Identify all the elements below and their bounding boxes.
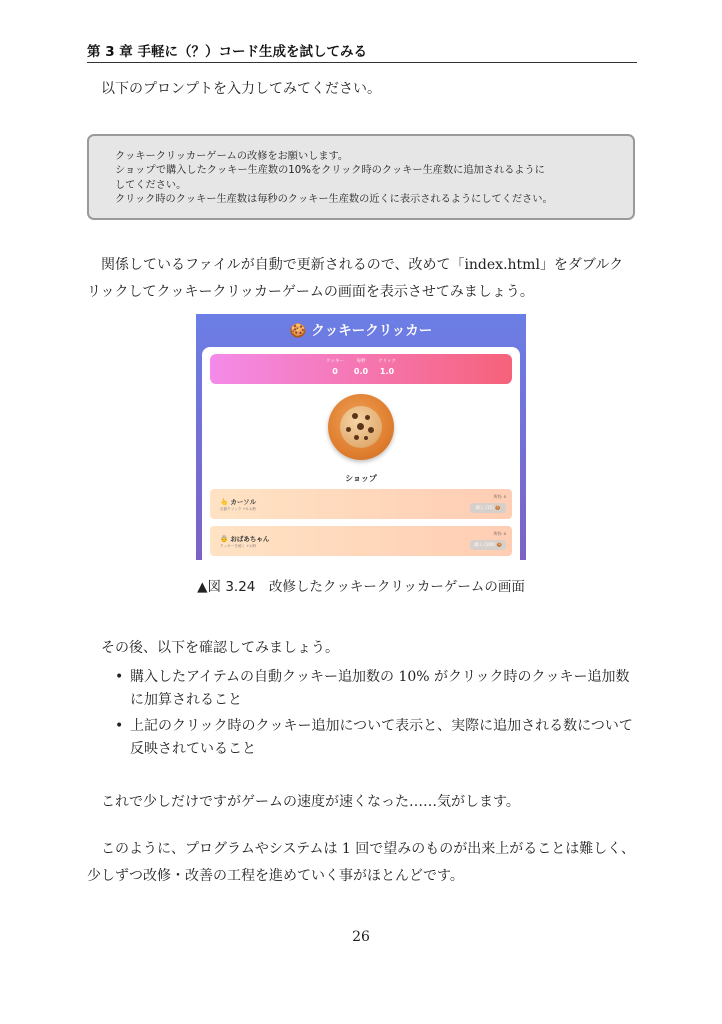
chapter-header: 第 3 章 手軽に（？）コード生成を試してみる: [87, 40, 637, 63]
pointing-hand-icon: 👆: [220, 498, 229, 506]
list-item: • 購入したアイテムの自動クッキー追加数の 10% がクリック時のクッキー追加数に加算されること: [115, 666, 637, 711]
stat-value: 1.0: [379, 367, 395, 376]
chocolate-chip: [354, 435, 359, 440]
page-number: 26: [352, 929, 370, 945]
prompt-line: クッキークリッカーゲームの改修をお願いします。: [115, 151, 349, 162]
stat-value: 0.0: [353, 367, 369, 376]
prompt-line: クリック時のクッキー生産数は毎秒のクッキー生産数の近くに表示されるようにしてください。: [115, 194, 553, 206]
game-title: クッキークリッカー: [311, 323, 433, 339]
big-cookie-button[interactable]: [328, 394, 394, 460]
chocolate-chip: [364, 436, 368, 440]
cookie-icon: 🍪: [289, 323, 307, 339]
closing-paragraph: このように、プログラムやシステムは 1 回で望みのものが出来上がることは難しく、少しずつ改修・改善の工程を進めていく事がほとんどです。: [87, 841, 635, 884]
stat-value: 0: [332, 367, 338, 376]
stat-label: クリック: [378, 359, 396, 364]
figure-caption: ▲図 3.24 改修したクッキークリッカーゲームの画面: [197, 579, 525, 595]
bullet-dot: •: [115, 669, 124, 685]
cookie-face: [340, 406, 382, 448]
chocolate-chip: [346, 427, 351, 432]
prompt-line: してください。: [115, 179, 187, 191]
bullet-list: [115, 666, 637, 764]
chocolate-chip: [368, 427, 374, 433]
confirm-intro: その後、以下を確認してみましょう。: [101, 640, 339, 656]
shop-title: ショップ: [345, 474, 377, 483]
game-screenshot: [196, 314, 526, 560]
item-description: クッキーを焼く +1/秒: [220, 544, 257, 548]
item-name: 👵 おばあちゃん: [220, 535, 270, 543]
game-title-bar: [196, 317, 526, 345]
chocolate-chip: [357, 423, 364, 430]
stat-label: 毎秒: [356, 359, 366, 364]
prompt-line: ショップで購入したクッキー生産数の10%をクリック時のクッキー生産数に追加されるように: [115, 165, 545, 177]
speed-note: これで少しだけですがゲームの速度が速くなった……気がします。: [101, 794, 520, 810]
item-name: 👆 カーソル: [220, 498, 257, 506]
item-owned-count: 所有: 0: [493, 494, 506, 499]
intro-paragraph: 以下のプロンプトを入力してみてください。: [101, 81, 381, 97]
item-owned-count: 所有: 0: [493, 531, 506, 536]
stat-per-click: [367, 358, 407, 378]
item-description: 自動クリック +0.1/秒: [220, 507, 257, 511]
buy-cursor-button[interactable]: 購入 (15) 🍪: [470, 503, 506, 513]
grandma-icon: 👵: [220, 535, 229, 543]
prompt-box: [87, 134, 635, 220]
stats-panel: [210, 354, 512, 384]
shop-item-grandma: [210, 526, 512, 556]
chocolate-chip: [365, 415, 370, 420]
buy-grandma-button[interactable]: 購入 (100) 🍪: [470, 540, 506, 550]
list-item: • 上記のクリック時のクッキー追加について表示と、実際に追加される数について反映されていること: [115, 715, 637, 760]
chocolate-chip: [352, 413, 358, 419]
stat-label: クッキー: [326, 359, 344, 364]
shop-item-cursor: [210, 489, 512, 519]
file-update-paragraph: 関係しているファイルが自動で更新されるので、改めて「index.html」をダブルクリックしてクッキークリッカーゲームの画面を表示させてみましょう。: [87, 257, 624, 300]
game-card: [202, 347, 520, 560]
bullet-dot: •: [115, 718, 124, 734]
